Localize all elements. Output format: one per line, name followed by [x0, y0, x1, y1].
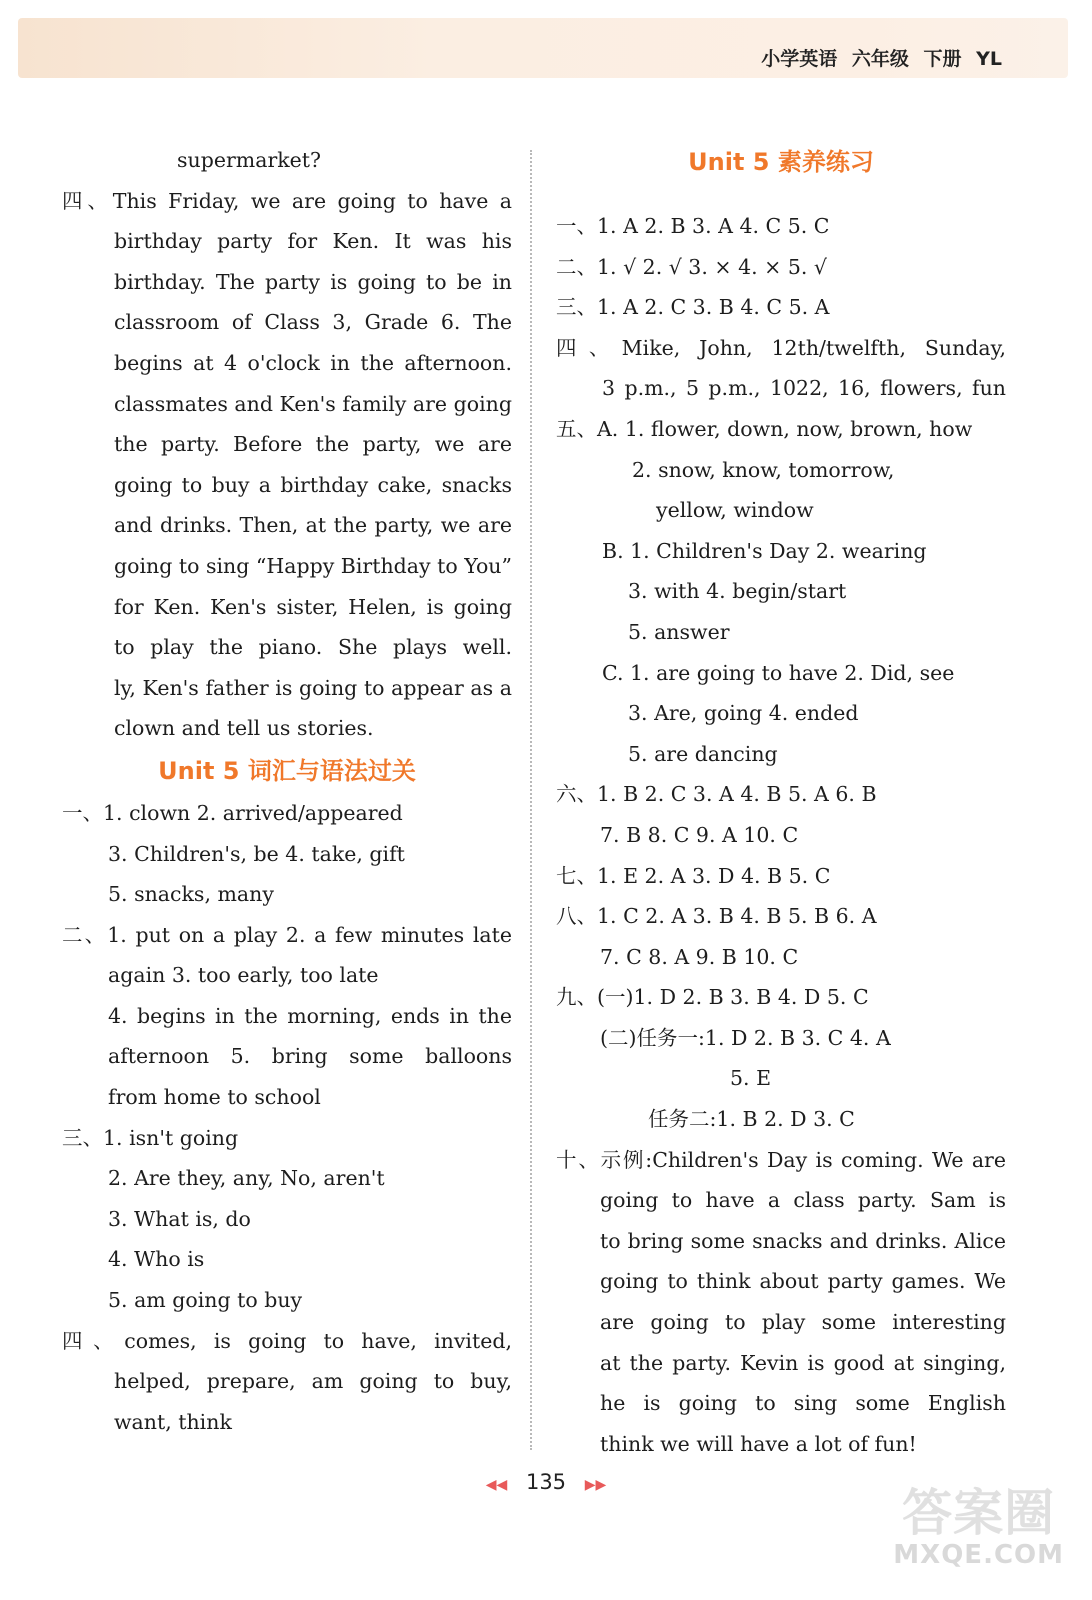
answer-line: going to have a class party. Sam is — [600, 1188, 1006, 1213]
section-title-literacy-practice: Unit 5 素养练习 — [688, 148, 874, 176]
answer-line: 5. snacks, many — [108, 882, 274, 907]
text-line: to play the piano. She plays well. — [114, 635, 512, 660]
next-arrows-icon: ▶▶ — [584, 1477, 607, 1493]
watermark-top: 答案圈 — [902, 1484, 1056, 1542]
text-line: the party. Before the party, we are — [114, 432, 512, 457]
text-line: birthday. The party is going to be in — [114, 269, 512, 294]
answer-line: 5. are dancing — [628, 741, 778, 766]
answer-line: 7. B 8. C 9. A 10. C — [600, 822, 799, 847]
answer-line: 4. begins in the morning, ends in the — [108, 1003, 512, 1028]
answer-line: B. 1. Children's Day 2. wearing — [602, 538, 927, 563]
answer-line: (二)任务一:1. D 2. B 3. C 4. A — [600, 1025, 891, 1050]
answer-line: 2. Are they, any, No, aren't — [108, 1166, 385, 1191]
text-line: classroom of Class 3, Grade 6. The — [114, 310, 512, 335]
answer-line: 3. Are, going 4. ended — [628, 701, 859, 726]
text-line: ly, Ken's father is going to appear as a — [114, 675, 512, 700]
answer-line: 十、示例:Children's Day is coming. We are — [556, 1147, 1006, 1172]
text-line: and drinks. Then, at the party, we are — [114, 513, 512, 538]
prev-arrows-icon: ◀◀ — [485, 1477, 508, 1493]
answer-line: 四、Mike, John, 12th/twelfth, Sunday, — [556, 335, 1006, 360]
answer-line: 5. E — [730, 1066, 772, 1091]
answer-line: 七、1. E 2. A 3. D 4. B 5. C — [556, 863, 831, 888]
answer-line: 2. snow, know, tomorrow, — [632, 457, 895, 482]
header-subject: 小学英语 — [761, 48, 838, 70]
answer-line: 一、1. A 2. B 3. A 4. C 5. C — [556, 214, 830, 238]
left-column — [62, 140, 512, 1442]
answer-line: 4. Who is — [108, 1247, 205, 1272]
answer-line: at the party. Kevin is good at singing, — [600, 1350, 1006, 1375]
column-divider — [530, 150, 532, 1450]
answer-line: 5. am going to buy — [108, 1288, 303, 1313]
answer-line: 九、(一)1. D 2. B 3. B 4. D 5. C — [556, 985, 869, 1010]
answer-line: C. 1. are going to have 2. Did, see — [602, 660, 955, 685]
answer-line: 六、1. B 2. C 3. A 4. B 5. A 6. B — [556, 782, 877, 807]
answer-line: helped, prepare, am going to buy, — [114, 1369, 512, 1394]
page-number: 135 — [525, 1470, 567, 1494]
answer-line: 5. answer — [628, 619, 730, 644]
answer-line: going to think about party games. We — [600, 1269, 1006, 1294]
answer-line: are going to play some interesting — [600, 1310, 1006, 1335]
text-line: supermarket? — [177, 148, 322, 172]
text-line: going to buy a birthday cake, snacks — [114, 472, 512, 497]
answer-line: 7. C 8. A 9. B 10. C — [600, 944, 799, 969]
answer-line: to bring some snacks and drinks. Alice — [600, 1228, 1006, 1253]
answer-line: 二、1. put on a play 2. a few minutes late — [62, 922, 512, 947]
answer-line: 3. with 4. begin/start — [628, 579, 847, 604]
text-line: for Ken. Ken's sister, Helen, is going — [114, 594, 512, 619]
header-edition: YL — [976, 48, 1002, 70]
answer-line: he is going to sing some English — [600, 1391, 1006, 1416]
text-line: begins at 4 o'clock in the afternoon. — [114, 350, 512, 375]
answer-line: from home to school — [108, 1085, 321, 1110]
answer-line: afternoon 5. bring some balloons — [108, 1044, 512, 1069]
header-grade: 六年级 — [851, 48, 909, 70]
answer-line: 3. What is, do — [108, 1206, 251, 1231]
answer-line: 四、comes, is going to have, invited, — [62, 1328, 512, 1353]
answer-line: think we will have a lot of fun! — [600, 1431, 917, 1456]
answer-line: 任务二:1. B 2. D 3. C — [648, 1107, 855, 1132]
answer-line: 五、A. 1. flower, down, now, brown, how — [556, 416, 973, 441]
answer-line: 3 p.m., 5 p.m., 1022, 16, flowers, fun — [602, 376, 1006, 401]
header-term: 下册 — [923, 48, 962, 70]
answer-line: 一、1. clown 2. arrived/appeared — [62, 800, 403, 825]
watermark — [893, 1486, 1064, 1570]
answer-line: 三、1. isn't going — [62, 1125, 239, 1150]
text-line: 四、This Friday, we are going to have a — [62, 188, 512, 213]
answer-line: yellow, window — [656, 498, 814, 523]
answer-line: 二、1. √ 2. √ 3. × 4. × 5. √ — [556, 254, 827, 279]
answer-line: 3. Children's, be 4. take, gift — [108, 841, 405, 866]
answer-line: 三、1. A 2. C 3. B 4. C 5. A — [556, 295, 830, 320]
text-line: birthday party for Ken. It was his — [114, 229, 512, 254]
right-column — [556, 140, 1006, 1464]
text-line: classmates and Ken's family are going — [114, 391, 512, 416]
text-line: going to sing “Happy Birthday to You” — [114, 553, 512, 578]
answer-line: 八、1. C 2. A 3. B 4. B 5. B 6. A — [556, 904, 877, 929]
text-line: clown and tell us stories. — [114, 716, 374, 741]
book-header — [761, 44, 1002, 71]
answer-line: want, think — [114, 1409, 232, 1434]
section-title-vocab-grammar: Unit 5 词汇与语法过关 — [158, 756, 416, 785]
answer-line: again 3. too early, too late — [108, 963, 379, 988]
watermark-bottom: MXQE.COM — [893, 1540, 1064, 1570]
